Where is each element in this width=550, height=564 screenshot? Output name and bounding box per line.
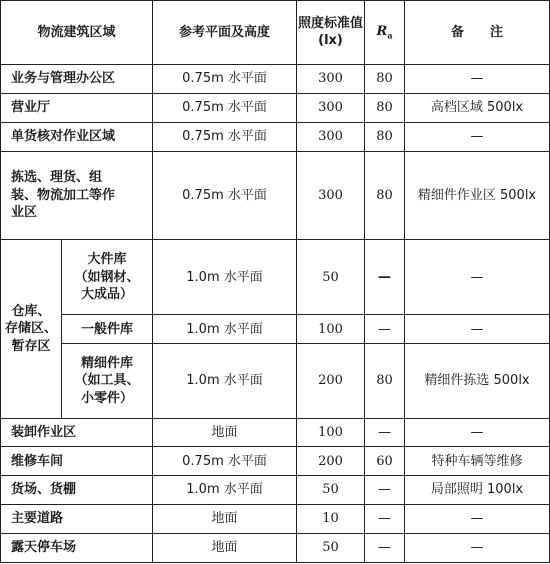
storage-item-line: 大件库 xyxy=(87,251,127,267)
remark-cell: — xyxy=(405,315,550,344)
lux-cell: 50 xyxy=(297,533,365,562)
header-lux-line2: (lx) xyxy=(318,33,343,49)
area-line: 业区 xyxy=(11,205,38,221)
table-row xyxy=(1,240,550,315)
remark-cell: — xyxy=(405,418,550,447)
table-row xyxy=(1,64,550,93)
header-rn xyxy=(365,1,405,65)
plane-cell: 1.0m 水平面 xyxy=(153,315,297,344)
rn-cell: 80 xyxy=(365,151,405,240)
remark-cell: — xyxy=(405,240,550,315)
lux-cell: 300 xyxy=(297,122,365,151)
rn-cell: — xyxy=(365,418,405,447)
table-row xyxy=(1,505,550,534)
area-cell: 营业厅 xyxy=(1,93,153,122)
storage-item-line: （如钢材、 xyxy=(74,269,140,285)
header-area: 物流建筑区域 xyxy=(1,1,153,65)
lux-cell: 10 xyxy=(297,505,365,534)
area-cell: 主要道路 xyxy=(1,505,153,534)
header-lux xyxy=(297,1,365,65)
header-lux-line1: 照度标准值 xyxy=(298,15,364,31)
remark-cell: 高档区域 500lx xyxy=(405,93,550,122)
storage-item-cell xyxy=(62,240,153,315)
rn-cell: 80 xyxy=(365,64,405,93)
rn-cell: 60 xyxy=(365,447,405,476)
table-row xyxy=(1,344,550,418)
header-remark: 备 注 xyxy=(405,1,550,65)
table-row xyxy=(1,447,550,476)
remark-cell: — xyxy=(405,64,550,93)
rn-cell: 80 xyxy=(365,344,405,418)
remark-cell: — xyxy=(405,122,550,151)
lux-cell: 100 xyxy=(297,315,365,344)
table-row xyxy=(1,533,550,562)
storage-group-line: 暂存区 xyxy=(11,338,51,354)
plane-cell: 地面 xyxy=(153,418,297,447)
lux-cell: 300 xyxy=(297,64,365,93)
lux-cell: 300 xyxy=(297,151,365,240)
area-line: 拣选、理货、组 xyxy=(11,170,103,186)
plane-cell: 1.0m 水平面 xyxy=(153,476,297,505)
plane-cell: 1.0m 水平面 xyxy=(153,344,297,418)
plane-cell: 地面 xyxy=(153,533,297,562)
rn-cell: — xyxy=(365,533,405,562)
rn-cell: — xyxy=(365,476,405,505)
lux-cell: 300 xyxy=(297,93,365,122)
lux-cell: 200 xyxy=(297,344,365,418)
plane-cell: 0.75m 水平面 xyxy=(153,151,297,240)
table-row xyxy=(1,476,550,505)
plane-cell: 地面 xyxy=(153,505,297,534)
rn-cell: — xyxy=(365,505,405,534)
storage-item-cell xyxy=(62,344,153,418)
storage-item-line: （如工具、 xyxy=(74,373,140,389)
plane-cell: 0.75m 水平面 xyxy=(153,64,297,93)
remark-cell: 特种车辆等维修 xyxy=(405,447,550,476)
lux-cell: 100 xyxy=(297,418,365,447)
table-row xyxy=(1,315,550,344)
area-cell: 业务与管理办公区 xyxy=(1,64,153,93)
storage-group-line: 仓库、 xyxy=(11,303,51,319)
area-cell xyxy=(1,151,153,240)
plane-cell: 0.75m 水平面 xyxy=(153,122,297,151)
storage-group-line: 存储区、 xyxy=(4,321,57,337)
storage-group-cell xyxy=(1,240,62,418)
storage-item-line: 精细件库 xyxy=(81,355,134,371)
plane-cell: 0.75m 水平面 xyxy=(153,447,297,476)
plane-cell: 1.0m 水平面 xyxy=(153,240,297,315)
area-cell: 装卸作业区 xyxy=(1,418,153,447)
lux-cell: 50 xyxy=(297,476,365,505)
rn-cell: — xyxy=(365,315,405,344)
table-row xyxy=(1,418,550,447)
remark-cell: — xyxy=(405,533,550,562)
area-line: 装、物流加工等作 xyxy=(11,187,116,203)
table-row xyxy=(1,93,550,122)
area-cell: 单货核对作业区域 xyxy=(1,122,153,151)
remark-cell: 局部照明 100lx xyxy=(405,476,550,505)
rn-dash: — xyxy=(378,269,392,285)
lux-cell: 50 xyxy=(297,240,365,315)
header-plane: 参考平面及高度 xyxy=(153,1,297,65)
rn-cell: 80 xyxy=(365,93,405,122)
rn-cell: 80 xyxy=(365,122,405,151)
lux-cell: 200 xyxy=(297,447,365,476)
header-rn-sub: a xyxy=(387,30,393,41)
remark-cell: 精细件拣选 500lx xyxy=(405,344,550,418)
area-cell: 货场、货棚 xyxy=(1,476,153,505)
area-cell: 维修车间 xyxy=(1,447,153,476)
storage-item-cell: 一般件库 xyxy=(62,315,153,344)
remark-cell: 精细件作业区 500lx xyxy=(405,151,550,240)
storage-item-line: 大成品） xyxy=(81,287,134,303)
plane-cell: 0.75m 水平面 xyxy=(153,93,297,122)
rn-cell xyxy=(365,240,405,315)
header-rn-main: R xyxy=(376,24,388,40)
remark-cell: — xyxy=(405,505,550,534)
table-row xyxy=(1,151,550,240)
table-row xyxy=(1,122,550,151)
header-row xyxy=(1,1,550,65)
area-cell: 露天停车场 xyxy=(1,533,153,562)
storage-item-line: 小零件） xyxy=(81,390,134,406)
